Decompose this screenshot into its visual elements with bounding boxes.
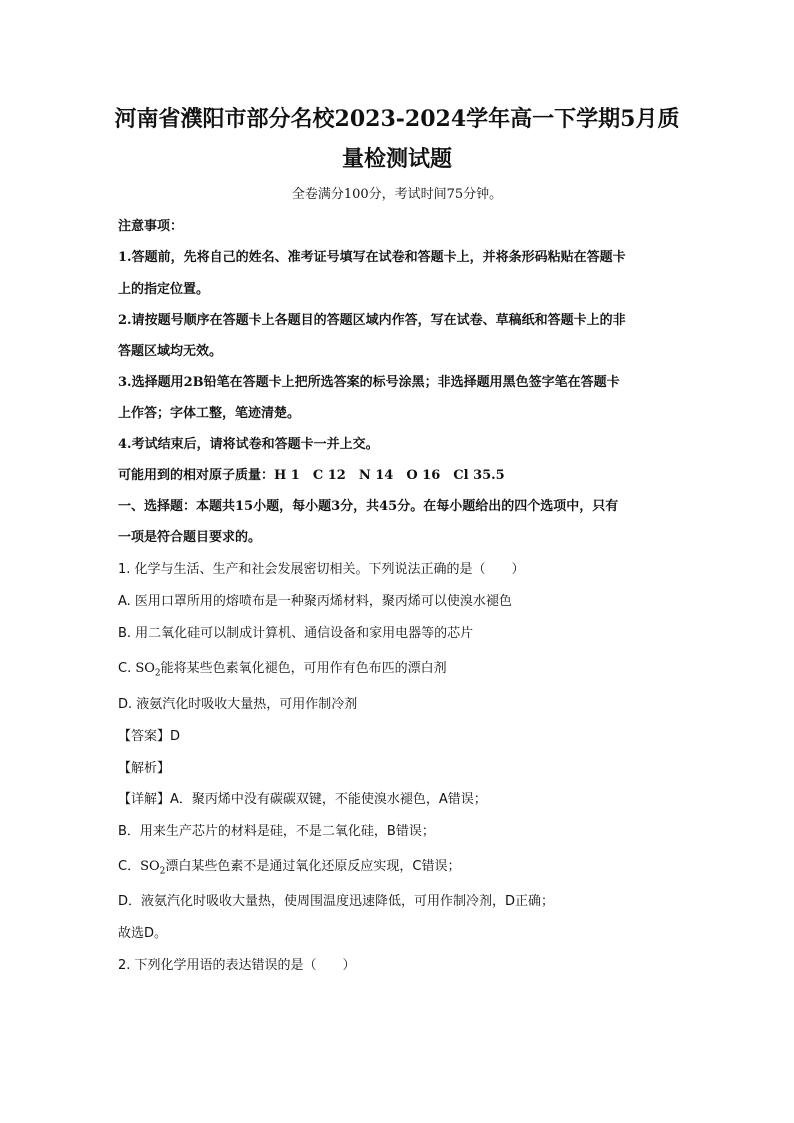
detail-c — [118, 858, 460, 876]
detail-c-text: 漂白某些色素不是通过氧化还原反应实现，C错误； — [165, 859, 461, 874]
so2-formula — [140, 859, 166, 877]
question-1-stem: 1. 化学与生活、生产和社会发展密切相关。下列说法正确的是（ ） — [118, 562, 525, 577]
notice-4: 4.考试结束后，请将试卷和答题卡一并上交。 — [118, 437, 379, 452]
notice-1-line-2: 上的指定位置。 — [118, 282, 210, 297]
question-2-stem: 2. 下列化学用语的表达错误的是（ ） — [118, 958, 356, 973]
notice-1-line-1: 1.答题前，先将自己的姓名、准考证号填写在试卷和答题卡上，并将条形码粘贴在答题卡 — [118, 250, 626, 265]
detail-a: 【详解】A．聚丙烯中没有碳碳双键，不能使溴水褪色，A错误； — [118, 792, 487, 807]
conclusion: 故选D。 — [118, 926, 168, 941]
answer-label: 【答案】D — [118, 729, 181, 744]
detail-d: D．液氨汽化时吸收大量热，使周围温度迅速降低，可用作制冷剂，D正确； — [118, 894, 555, 909]
option-c-prefix: C. — [118, 661, 136, 676]
notice-heading: 注意事项： — [118, 219, 184, 234]
exam-subtitle: 全卷满分100分，考试时间75分钟。 — [291, 187, 503, 202]
notice-3-line-1: 3.选择题用2B铅笔在答题卡上把所选答案的标号涂黑；非选择题用黑色签字笔在答题卡 — [118, 375, 620, 390]
question-1-option-c — [118, 660, 447, 678]
question-1-option-a: A. 医用口罩所用的熔喷布是一种聚丙烯材料，聚丙烯可以使溴水褪色 — [118, 594, 512, 609]
atomic-mass-line: 可能用到的相对原子质量：H 1 C 12 N 14 O 16 Cl 35.5 — [118, 468, 505, 483]
option-c-text: 能将某些色素氧化褪色，可用作有色布匹的漂白剂 — [160, 661, 447, 676]
so2-formula — [135, 661, 161, 679]
section-heading-line-1: 一、选择题：本题共15小题，每小题3分，共45分。在每小题给出的四个选项中，只有 — [118, 499, 619, 514]
detail-b: B．用来生产芯片的材料是硅，不是二氧化硅，B错误； — [118, 824, 435, 839]
notice-2-line-2: 答题区域均无效。 — [118, 344, 223, 359]
exam-title-line-2: 量检测试题 — [341, 146, 452, 172]
so2-symbol: SO — [140, 859, 160, 874]
question-1-option-d: D. 液氨汽化时吸收大量热，可用作制冷剂 — [118, 697, 358, 712]
analysis-label: 【解析】 — [118, 761, 171, 776]
detail-c-prefix: C． — [118, 859, 141, 874]
so2-subscript: 2 — [154, 668, 161, 679]
question-1-option-b: B. 用二氧化硅可以制成计算机、通信设备和家用电器等的芯片 — [118, 626, 474, 641]
notice-3-line-2: 上作答；字体工整，笔迹清楚。 — [118, 406, 301, 421]
so2-subscript: 2 — [159, 866, 166, 877]
notice-2-line-1: 2.请按题号顺序在答题卡上各题目的答题区域内作答，写在试卷、草稿纸和答题卡上的非 — [118, 313, 626, 328]
exam-title-line-1: 河南省濮阳市部分名校2023-2024学年高一下学期5月质 — [114, 106, 680, 132]
so2-symbol: SO — [135, 661, 155, 676]
section-heading-line-2: 一项是符合题目要求的。 — [118, 530, 262, 545]
